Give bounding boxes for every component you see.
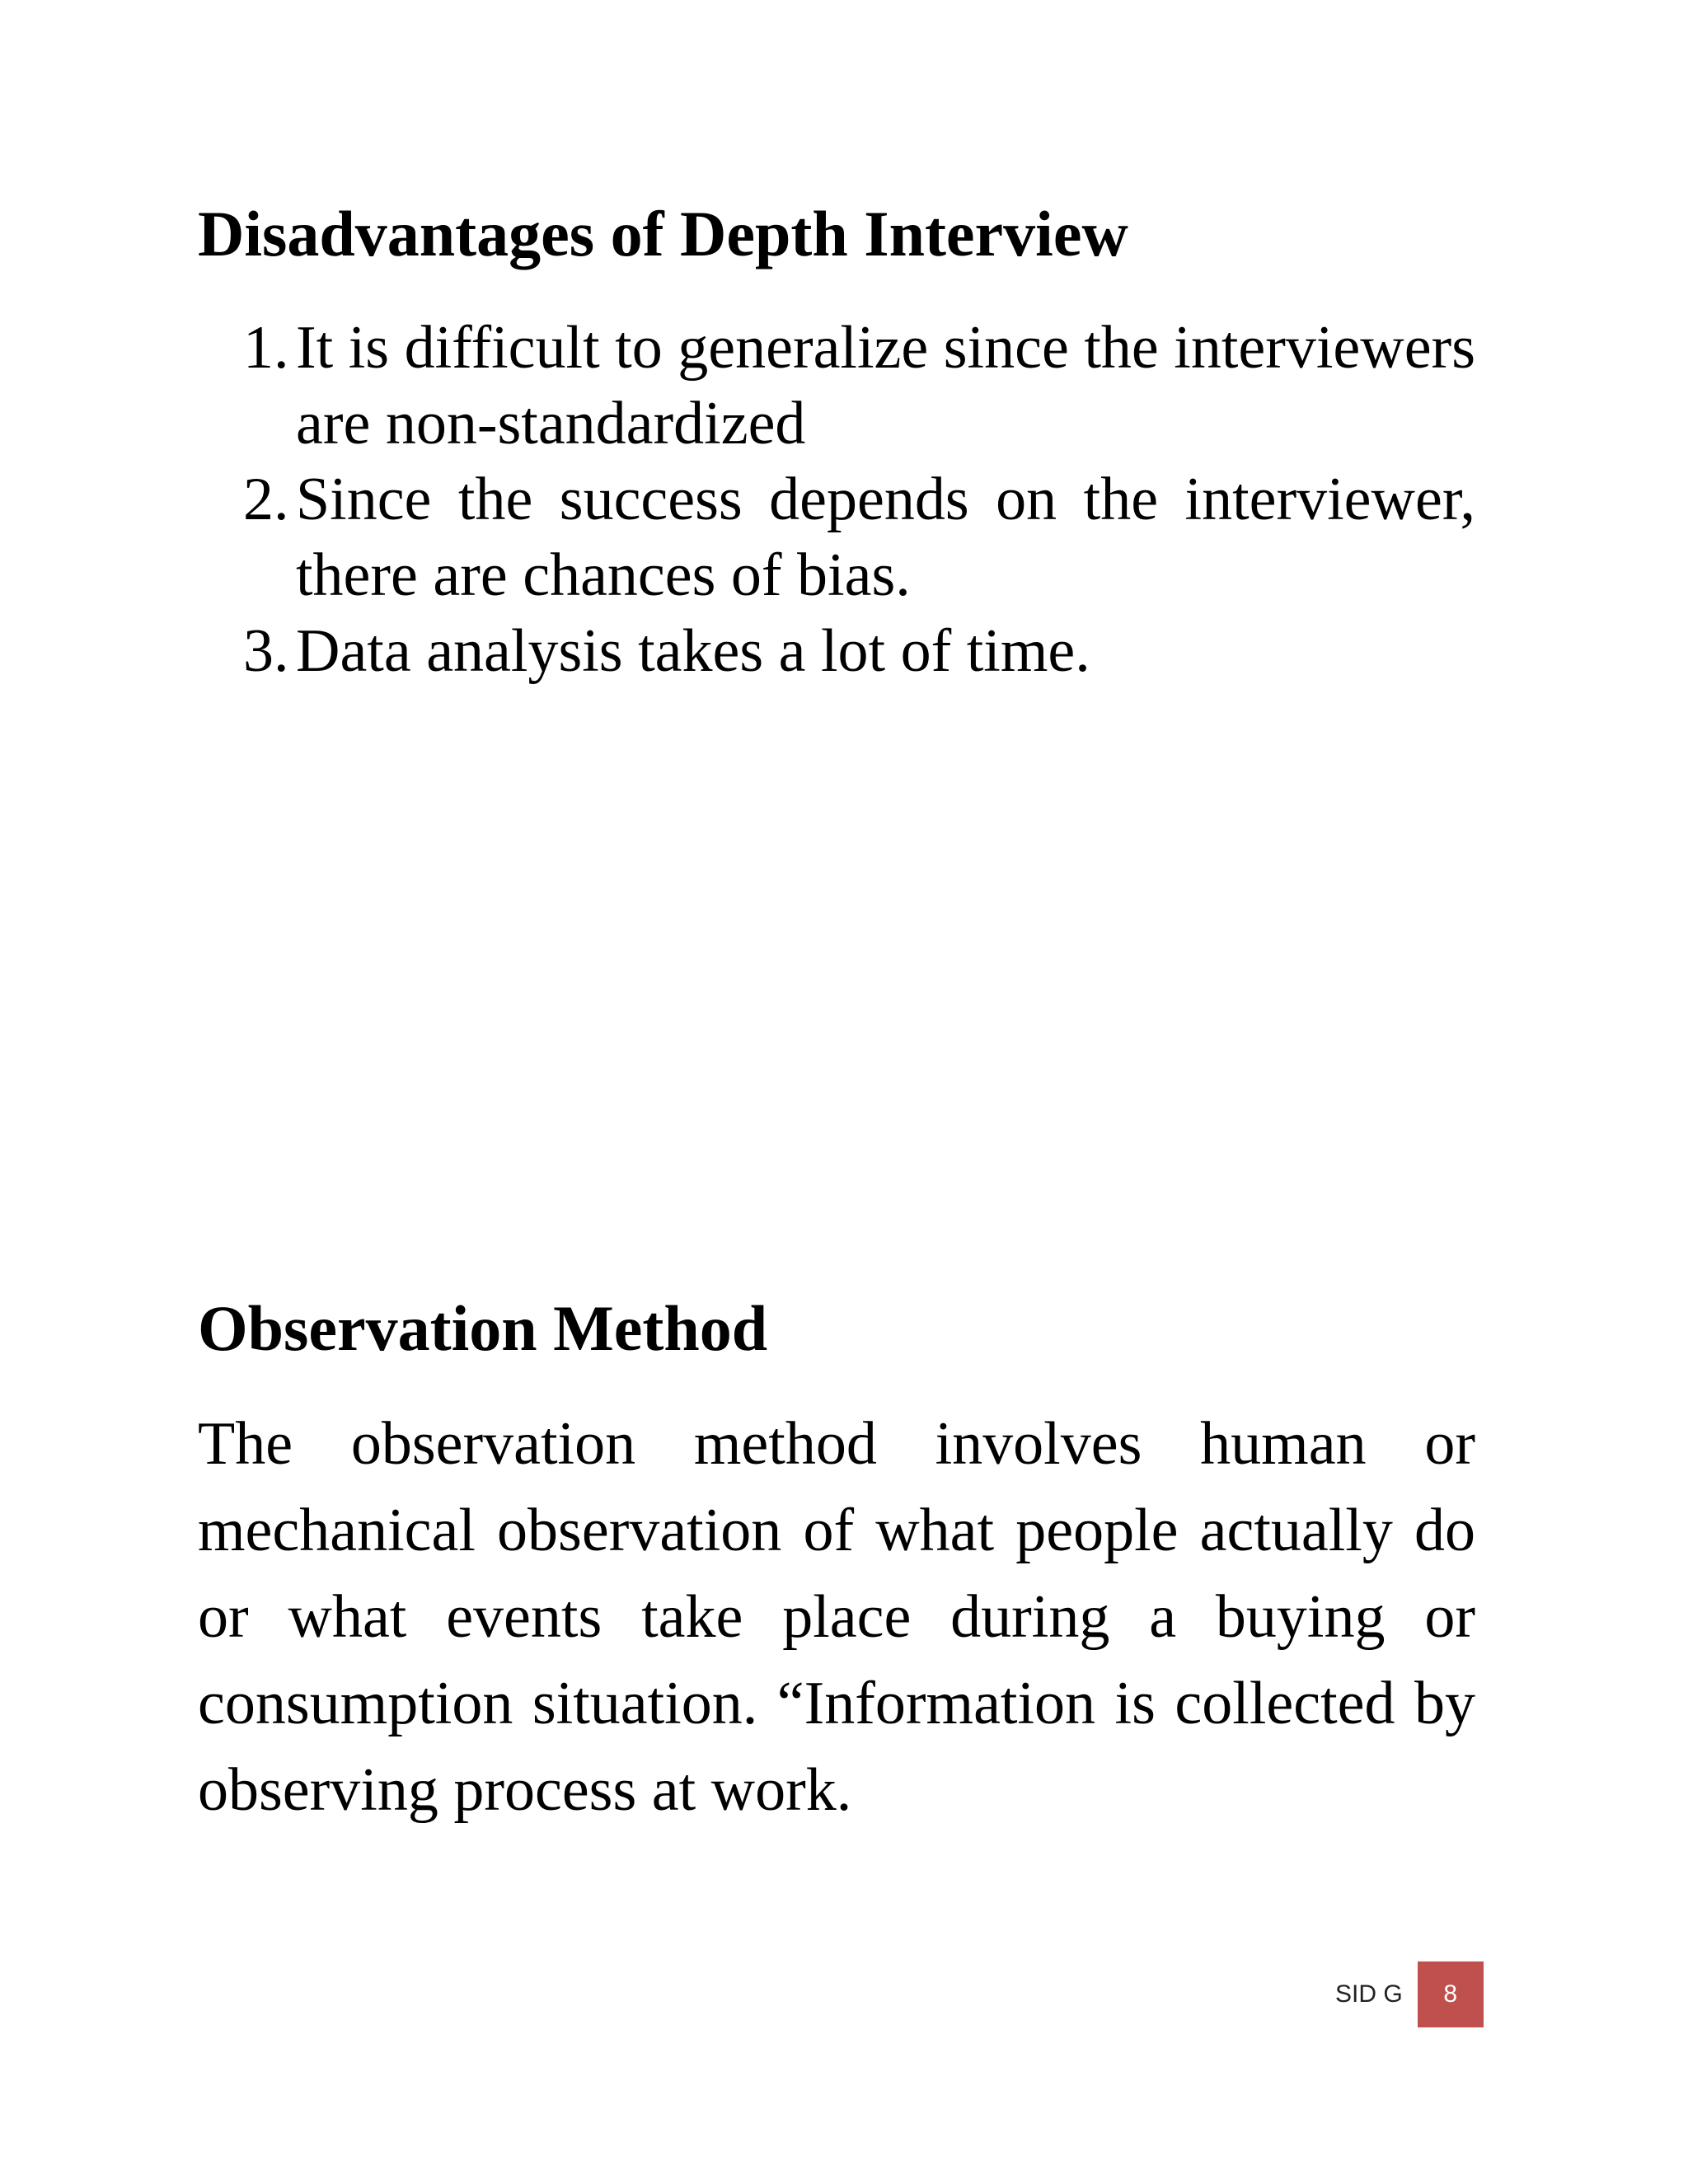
list-item-text: It is difficult to generalize since the interviewers are non-standardized	[296, 314, 1475, 457]
disadvantages-list	[243, 310, 1475, 689]
section-heading-disadvantages: Disadvantages of Depth Interview	[198, 198, 1128, 269]
footer-author: SID G	[1335, 1980, 1403, 2008]
page-number-badge: 8	[1418, 1961, 1484, 2027]
page-footer	[1335, 1961, 1484, 2027]
list-item	[243, 462, 1475, 613]
list-item-text: Since the success depends on the interviewer, there are chances of bias.	[296, 466, 1475, 609]
observation-method-paragraph: The observation method involves human or mechanical observation of what people actually do or what events take place during a buying or consumption situation. “Information is collected by observing process at work.	[198, 1410, 1475, 1824]
list-item-number: 3.	[243, 617, 289, 685]
list-item-number: 2.	[243, 466, 289, 533]
section-heading-observation-method: Observation Method	[198, 1292, 768, 1364]
list-item-text: Data analysis takes a lot of time.	[296, 617, 1090, 685]
list-item	[243, 310, 1475, 462]
list-item-number: 1.	[243, 314, 289, 382]
list-item	[243, 613, 1475, 689]
